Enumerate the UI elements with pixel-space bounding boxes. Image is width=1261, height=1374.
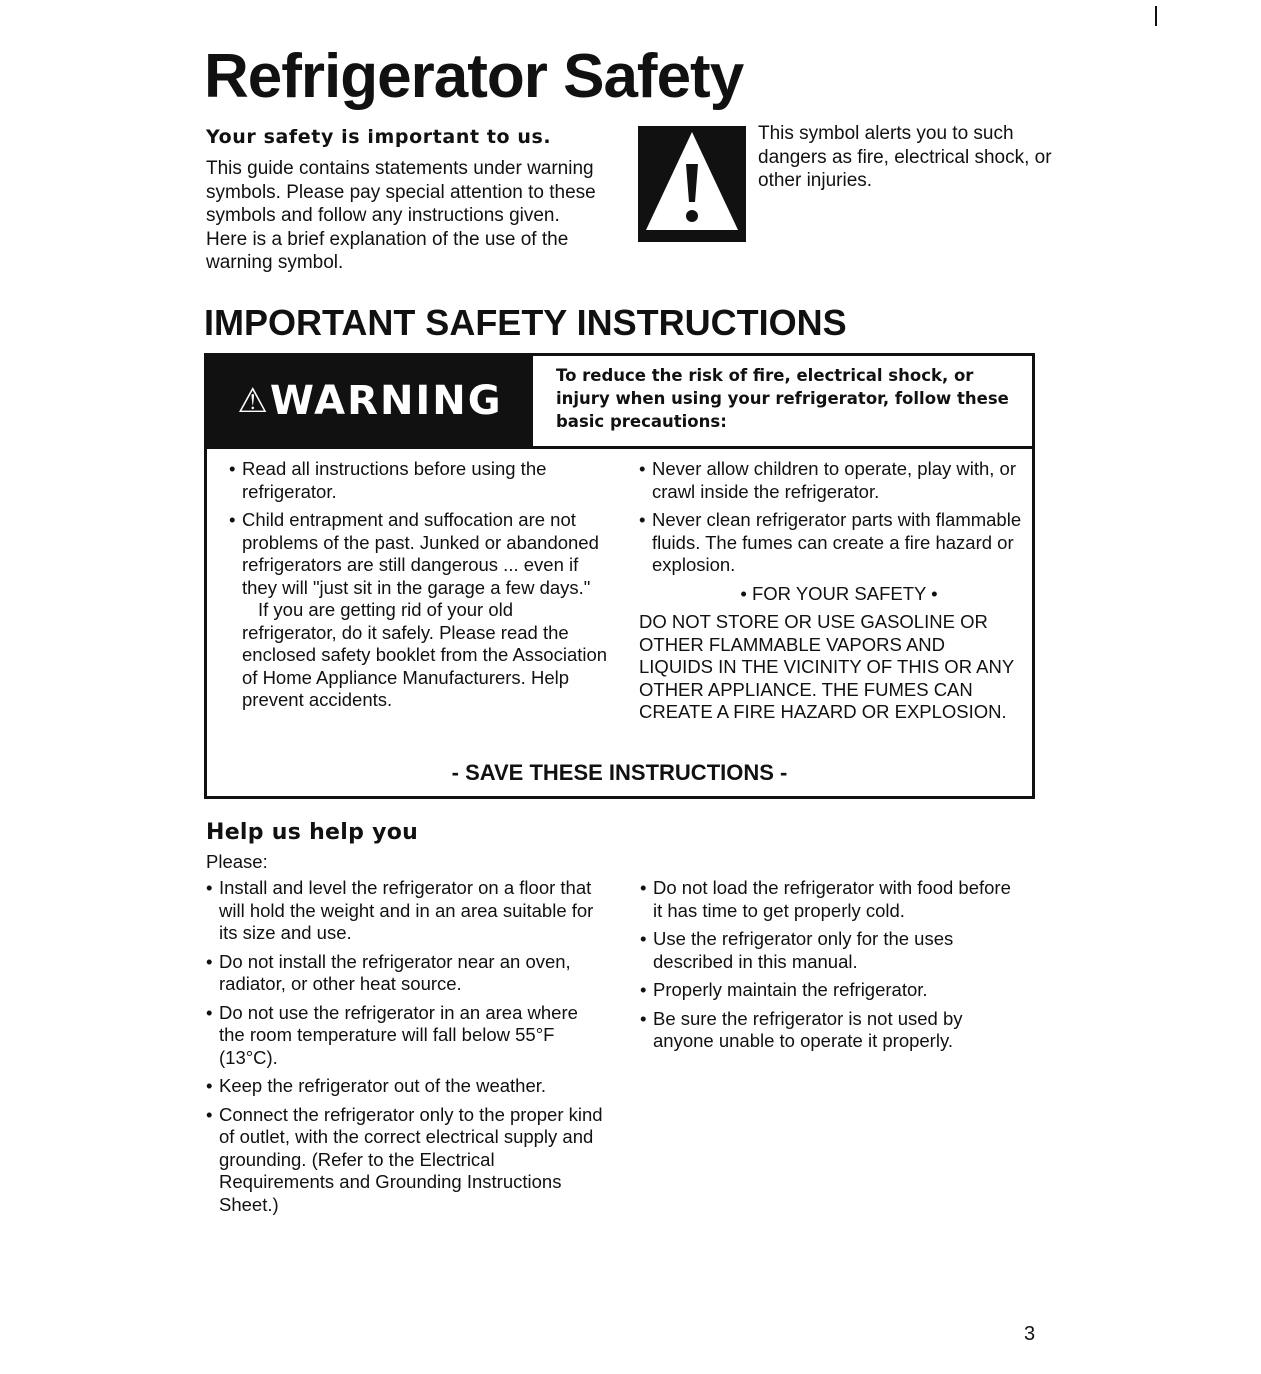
disposal-advice [229,599,609,712]
symbol-description: This symbol alerts you to such dangers as fire, electrical shock, or other injuries. [758,123,1052,191]
list-item [206,877,606,945]
bullet-icon: • [206,1001,213,1023]
list-item [640,1008,1020,1053]
list-item-text: Install and level the refrigerator on a floor that will hold the weight and in an area suitable for its size and use. [219,877,594,943]
flammable-warning: DO NOT STORE OR USE GASOLINE OR OTHER FLAMMABLE VAPORS AND LIQUIDS IN THE VICINITY OF THIS OR ANY OTHER APPLIANCE. THE FUMES CAN CREATE A FIRE HAZARD OR EXPLOSION. [639,611,1014,722]
warning-left-list [229,458,609,599]
bullet-icon: • [206,950,213,972]
bullet-icon: • [229,458,236,479]
list-item-text: Connect the refrigerator only to the proper kind of outlet, with the correct electrical supply and grounding. (Refer to the Electrical Requirements and Grounding Instructions Sheet.) [219,1103,603,1215]
warning-triangle-icon [638,126,746,242]
list-item-text: Use the refrigerator only for the uses described in this manual. [653,928,954,972]
list-item [640,877,1020,922]
page-number: 3 [1024,1323,1036,1345]
bullet-icon: • [206,877,213,898]
for-your-safety-heading: • FOR YOUR SAFETY • [740,582,938,604]
list-item [640,979,1020,1002]
list-item-text: Do not load the refrigerator with food before it has time to get properly cold. [653,877,1011,921]
list-item [229,458,609,503]
save-instructions-line: - SAVE THESE INSTRUCTIONS - [451,760,788,785]
intro-heading: Your safety is important to us. [206,126,552,148]
warning-triangle-svg [638,126,746,242]
list-item-text: Never allow children to operate, play with, or crawl inside the refrigerator. [652,458,1017,502]
warning-right-column [639,458,1029,724]
bullet-icon: • [229,509,236,530]
help-right-list [640,877,1020,1053]
bullet-icon: • [640,979,647,1000]
warning-right-list [639,458,1029,577]
safety-instructions-title: IMPORTANT SAFETY INSTRUCTIONS [204,302,847,343]
list-item-text: Child entrapment and suffocation are not problems of the past. Junked or abandoned refrigerators are still dangerous ... even if they will "just sit in the garage a few days." [242,509,599,598]
disposal-advice-text: If you are getting rid of your old refrigerator, do it safely. Please read the enclosed safety booklet from the Association of Home Appliance Manufacturers. Help prevent accidents. [242,599,608,710]
help-section-title: Help us help you [206,820,419,845]
list-item [206,951,606,996]
list-item [206,1075,606,1098]
list-item-text: Properly maintain the refrigerator. [653,979,928,1000]
bullet-icon: • [206,1075,213,1096]
list-item [639,458,1029,503]
help-please-label: Please: [206,851,268,872]
list-item [640,928,1020,973]
bullet-icon: • [640,877,647,898]
help-right-column [640,877,1020,1059]
warning-label: WARNING [269,378,503,424]
exclamation-dot [686,210,698,222]
bullet-icon: • [640,1007,647,1029]
list-item-text: Keep the refrigerator out of the weather. [219,1075,547,1096]
bullet-icon: • [640,928,647,949]
bullet-icon: • [639,509,646,530]
list-item [229,509,609,599]
help-left-column [206,877,606,1222]
warning-lead-text: To reduce the risk of fire, electrical shock, or injury when using your refrigerator, follow these basic precautions: [556,366,1009,431]
list-item-text: Be sure the refrigerator is not used by anyone unable to operate it properly. [653,1007,963,1051]
warning-alert-icon: ⚠ [237,382,268,420]
list-item-text: Do not use the refrigerator in an area where the room temperature will fall below 55°F (13°C). [219,1001,578,1068]
help-left-list [206,877,606,1216]
page-edge-mark [1155,6,1157,26]
page-title: Refrigerator Safety [204,42,744,111]
warning-left-column [229,458,609,712]
intro-text: This guide contains statements under warning symbols. Please pay special attention to these symbols and follow any instructions given. Here is a brief explanation of the use of the warning symbol. [206,158,596,273]
warning-banner [207,356,533,446]
warning-box [204,353,1035,799]
list-item [206,1002,606,1070]
list-item-text: Do not install the refrigerator near an oven, radiator, or other heat source. [219,950,571,994]
warning-divider [207,446,1032,449]
list-item-text: Read all instructions before using the refrigerator. [242,458,547,502]
bullet-icon: • [206,1103,213,1125]
bullet-icon: • [639,458,646,479]
list-item [639,509,1029,577]
list-item-text: Never clean refrigerator parts with flammable fluids. The fumes can create a fire hazard or explosion. [652,509,1022,575]
list-item [206,1104,606,1217]
